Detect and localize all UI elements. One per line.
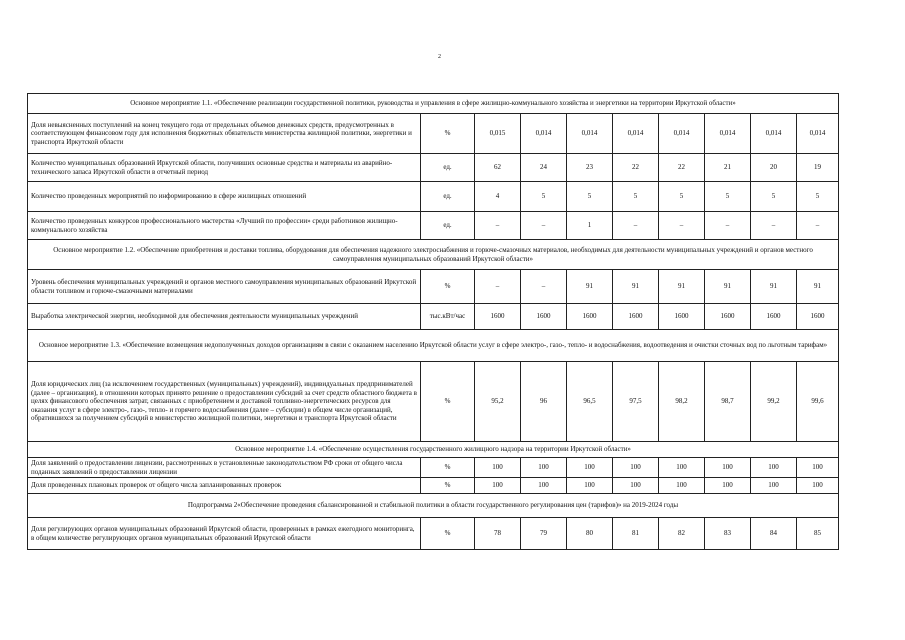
value-cell: 79 — [521, 518, 567, 550]
indicator-description: Количество проведенных мероприятий по информированию в сфере жилищных отношений — [28, 182, 421, 212]
unit-cell: % — [421, 270, 475, 304]
indicator-description: Доля проведенных плановых проверок от общего числа запланированных проверок — [28, 478, 421, 494]
unit-cell: ед. — [421, 212, 475, 240]
value-cell: 99,6 — [797, 362, 839, 442]
value-cell: 100 — [567, 478, 613, 494]
value-cell: 100 — [705, 458, 751, 478]
value-cell: – — [751, 212, 797, 240]
value-cell: 78 — [475, 518, 521, 550]
section-row — [28, 442, 839, 458]
value-cell: 100 — [567, 458, 613, 478]
indicator-row — [28, 518, 839, 550]
value-cell: 0,014 — [797, 114, 839, 154]
value-cell: 91 — [797, 270, 839, 304]
value-cell: 1600 — [797, 304, 839, 330]
value-cell: 85 — [797, 518, 839, 550]
section-heading: Подпрограмма 2«Обеспечение проведения сбалансированной и стабильной политики в области государственного регулирования цен (тарифов)» на 2019-2024 годы — [28, 494, 839, 518]
value-cell: 100 — [613, 458, 659, 478]
value-cell: 22 — [613, 154, 659, 182]
section-heading: Основное мероприятие 1.1. «Обеспечение реализации государственной политики, руководства и управления в сфере жилищно-коммунального хозяйства и энергетики на территории Иркутской области» — [28, 94, 839, 114]
value-cell: 0,014 — [613, 114, 659, 154]
value-cell: 1600 — [567, 304, 613, 330]
unit-cell: тыс.кВт/час — [421, 304, 475, 330]
section-row — [28, 240, 839, 270]
value-cell: 5 — [659, 182, 705, 212]
value-cell: 100 — [751, 478, 797, 494]
indicators-table — [27, 93, 839, 550]
indicator-row — [28, 458, 839, 478]
unit-cell: % — [421, 458, 475, 478]
value-cell: 95,2 — [475, 362, 521, 442]
section-heading: Основное мероприятие 1.4. «Обеспечение осуществления государственного жилищного надзора на территории Иркутской области» — [28, 442, 839, 458]
value-cell: 98,2 — [659, 362, 705, 442]
indicator-description: Доля невыясненных поступлений на конец текущего года от предельных объемов денежных средств, предусмотренных в соответствующем финансовом году для исполнения бюджетных обязательств министерства жилищной политики, энергетики и транспорта Иркутской области — [28, 114, 421, 154]
value-cell: 24 — [521, 154, 567, 182]
value-cell: 0,014 — [705, 114, 751, 154]
indicator-row — [28, 304, 839, 330]
value-cell: 100 — [613, 478, 659, 494]
value-cell: 84 — [751, 518, 797, 550]
value-cell: 4 — [475, 182, 521, 212]
value-cell: 1600 — [613, 304, 659, 330]
value-cell: 81 — [613, 518, 659, 550]
page-number: 2 — [438, 54, 441, 60]
value-cell: 5 — [751, 182, 797, 212]
indicator-description: Доля регулирующих органов муниципальных образований Иркутской области, проверенных в рамках ежегодного мониторинга, в общем количестве регулирующих органов муниципальных образований Иркутской области — [28, 518, 421, 550]
value-cell: 1600 — [705, 304, 751, 330]
value-cell: – — [613, 212, 659, 240]
section-heading: Основное мероприятие 1.3. «Обеспечение возмещения недополученных доходов организациям в связи с оказанием населению Иркутской области услуг в сфере электро-, газо-, тепло- и водоснабжения, водоотведения и очистки сточных вод по льготным тарифам» — [28, 330, 839, 362]
value-cell: 100 — [797, 458, 839, 478]
value-cell: 0,014 — [659, 114, 705, 154]
indicator-description: Доля юридических лиц (за исключением государственных (муниципальных) учреждений), индивидуальных предпринимателей (далее – организация), в отношении которых принято решение о предоставлении субсидий за счет средств областного бюджета в целях финансового обеспечения затрат, связанных с приобретением и доставкой топливно-энергетических ресурсов для оказания услуг в сфере электро-, газо-, тепло- и горячего водоснабжения (далее – субсидии) в общем числе организаций, обратившихся за получением субсидий в министерство жилищной политики, энергетики и транспорта Иркутской области — [28, 362, 421, 442]
value-cell: 1600 — [751, 304, 797, 330]
value-cell: 19 — [797, 154, 839, 182]
indicator-row — [28, 182, 839, 212]
value-cell: – — [521, 212, 567, 240]
section-row — [28, 94, 839, 114]
indicator-description: Количество проведенных конкурсов профессионального мастерства «Лучший по профессии» среди работников жилищно-коммунального хозяйства — [28, 212, 421, 240]
section-row — [28, 494, 839, 518]
unit-cell: % — [421, 478, 475, 494]
value-cell: 1600 — [521, 304, 567, 330]
indicator-description: Доля заявлений о предоставлении лицензии, рассмотренных в установленные законодательством РФ сроки от общего числа поданных заявлений о предоставлении лицензии — [28, 458, 421, 478]
indicator-row — [28, 478, 839, 494]
value-cell: – — [521, 270, 567, 304]
unit-cell: ед. — [421, 182, 475, 212]
indicator-description: Выработка электрической энергии, необходимой для обеспечения деятельности муниципальных учреждений — [28, 304, 421, 330]
indicator-row — [28, 270, 839, 304]
value-cell: 91 — [751, 270, 797, 304]
indicator-row — [28, 212, 839, 240]
value-cell: – — [475, 212, 521, 240]
value-cell: 100 — [521, 458, 567, 478]
unit-cell: ед. — [421, 154, 475, 182]
unit-cell: % — [421, 362, 475, 442]
value-cell: 100 — [751, 458, 797, 478]
indicator-row — [28, 114, 839, 154]
value-cell: 23 — [567, 154, 613, 182]
value-cell: 0,014 — [521, 114, 567, 154]
value-cell: 82 — [659, 518, 705, 550]
value-cell: – — [659, 212, 705, 240]
section-heading: Основное мероприятие 1.2. «Обеспечение приобретения и доставки топлива, оборудования для обеспечения надежного электроснабжения и горюче-смазочных материалов, необходимых для деятельности муниципальных учреждений и органов местного самоуправления муниципальных образований Иркутской области» — [28, 240, 839, 270]
value-cell: 100 — [475, 478, 521, 494]
value-cell: 1600 — [659, 304, 705, 330]
value-cell: 100 — [659, 478, 705, 494]
value-cell: – — [475, 270, 521, 304]
value-cell: 100 — [521, 478, 567, 494]
value-cell: 5 — [797, 182, 839, 212]
value-cell: 5 — [567, 182, 613, 212]
value-cell: 83 — [705, 518, 751, 550]
value-cell: 1 — [567, 212, 613, 240]
indicator-description: Уровень обеспечения муниципальных учреждений и органов местного самоуправления муниципальных образований Иркутской области топливом и горюче-смазочными материалами — [28, 270, 421, 304]
value-cell: – — [705, 212, 751, 240]
value-cell: 0,015 — [475, 114, 521, 154]
section-row — [28, 330, 839, 362]
value-cell: 21 — [705, 154, 751, 182]
value-cell: 91 — [659, 270, 705, 304]
value-cell: 0,014 — [567, 114, 613, 154]
value-cell: 5 — [521, 182, 567, 212]
value-cell: 96 — [521, 362, 567, 442]
value-cell: 97,5 — [613, 362, 659, 442]
value-cell: 62 — [475, 154, 521, 182]
unit-cell: % — [421, 114, 475, 154]
value-cell: 5 — [613, 182, 659, 212]
value-cell: 100 — [659, 458, 705, 478]
value-cell: 96,5 — [567, 362, 613, 442]
value-cell: 91 — [567, 270, 613, 304]
value-cell: 100 — [475, 458, 521, 478]
indicator-row — [28, 362, 839, 442]
value-cell: 0,014 — [751, 114, 797, 154]
value-cell: 1600 — [475, 304, 521, 330]
unit-cell: % — [421, 518, 475, 550]
value-cell: 98,7 — [705, 362, 751, 442]
value-cell: 91 — [613, 270, 659, 304]
value-cell: 100 — [797, 478, 839, 494]
value-cell: – — [797, 212, 839, 240]
value-cell: 22 — [659, 154, 705, 182]
value-cell: 80 — [567, 518, 613, 550]
value-cell: 5 — [705, 182, 751, 212]
value-cell: 99,2 — [751, 362, 797, 442]
indicator-description: Количество муниципальных образований Иркутской области, получивших основные средства и материалы из аварийно-технического запаса Иркутской области в отчетный период — [28, 154, 421, 182]
value-cell: 91 — [705, 270, 751, 304]
indicator-row — [28, 154, 839, 182]
value-cell: 100 — [705, 478, 751, 494]
value-cell: 20 — [751, 154, 797, 182]
